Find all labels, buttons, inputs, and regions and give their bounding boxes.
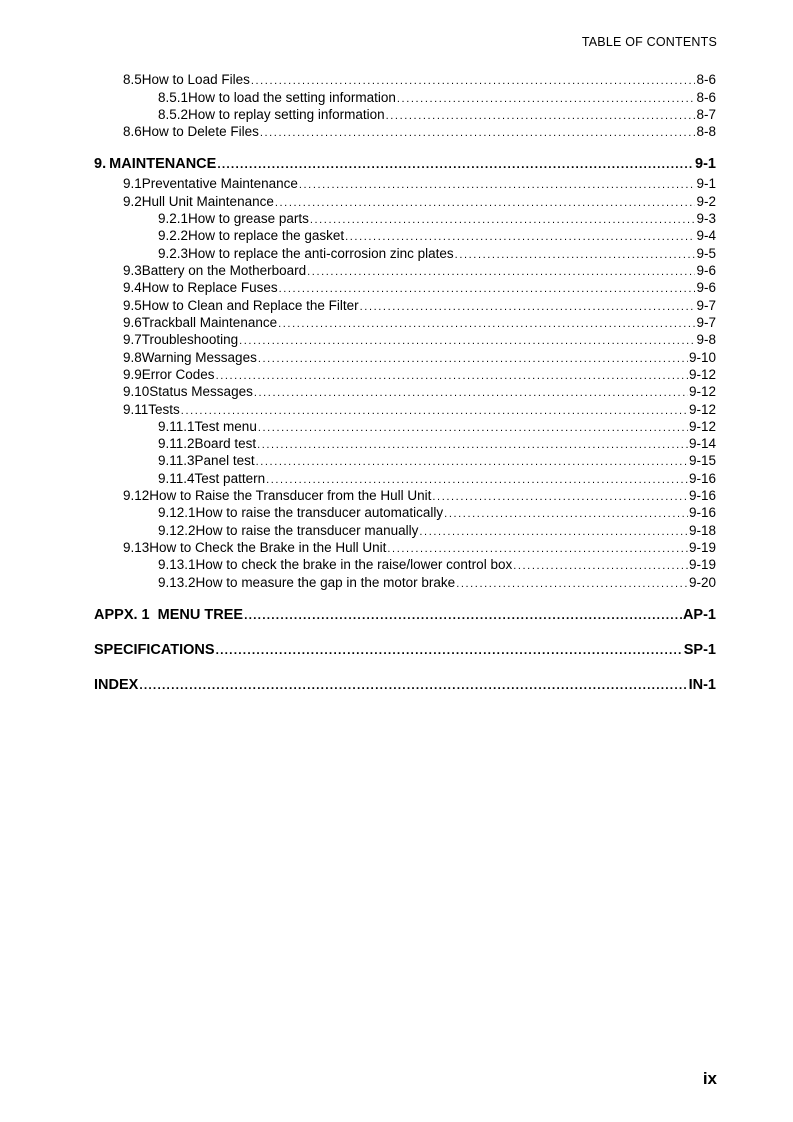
toc-entry-page: 9-16: [688, 505, 716, 520]
toc-chapter[interactable]: [94, 156, 716, 173]
toc-entry-number: 9.2.3: [158, 246, 189, 261]
toc-entry-title: How to Check the Brake in the Hull Unit: [149, 540, 387, 555]
dot-leader: [260, 125, 696, 142]
toc-entry-page: 9-16: [688, 471, 716, 486]
toc-entry-title: How to Load Files: [141, 72, 250, 87]
toc-entry-title: Preventative Maintenance: [141, 176, 298, 191]
toc-entry-number: 9.13: [123, 540, 150, 555]
toc-entry-title: Troubleshooting: [141, 332, 239, 347]
toc-entry-page: 9-20: [688, 575, 716, 590]
toc-entry-number: 8.6: [123, 124, 142, 139]
toc-chapter[interactable]: [94, 677, 716, 694]
toc-entry-number: 8.5: [123, 72, 142, 87]
toc-entry-title: MAINTENANCE: [109, 156, 217, 172]
toc-entry-number: 9.8: [123, 350, 142, 365]
toc-entry-title: How to Delete Files: [141, 124, 259, 139]
toc-entry-number: 9.2: [123, 194, 142, 209]
toc-entry-number: 9.10: [123, 384, 150, 399]
toc-entry-title: How to Raise the Transducer from the Hull Unit: [149, 488, 432, 503]
toc-entry-page: 9-12: [688, 367, 716, 382]
toc-entry-page: 9-2: [696, 194, 716, 209]
toc-entry-title: How to measure the gap in the motor brake: [195, 575, 456, 590]
toc-chapter[interactable]: [94, 607, 716, 624]
toc-entry-number: 9.4: [123, 280, 142, 295]
toc-entry-title: Test menu: [194, 419, 257, 434]
toc-entry-number: 9.12.1: [158, 505, 196, 520]
dot-leader: [513, 558, 688, 575]
dot-leader: [217, 156, 694, 173]
toc-entry-title: How to replay setting information: [188, 107, 385, 122]
toc-entry-page: 9-16: [688, 488, 716, 503]
toc-entry-page: 9-18: [688, 523, 716, 538]
toc-entry-number: 8.5.2: [158, 107, 189, 122]
toc-entry-title: How to raise the transducer automatically: [195, 505, 444, 520]
toc-entry[interactable]: [158, 452, 716, 471]
toc-entry-page: 9-6: [696, 263, 716, 278]
toc-entry-page: 9-7: [696, 298, 716, 313]
toc-entry-title: APPX. 1 MENU TREE: [94, 607, 244, 623]
toc-entry-title: Warning Messages: [141, 350, 257, 365]
toc-entry[interactable]: [123, 279, 716, 298]
page-number: ix: [702, 1069, 717, 1088]
toc-entry-title: INDEX: [94, 677, 139, 693]
toc-entry-title: Board test: [194, 436, 257, 451]
toc-entry-page: 9-19: [688, 557, 716, 572]
toc-entry-title: How to Clean and Replace the Filter: [141, 298, 359, 313]
toc-entry-page: 9-6: [696, 280, 716, 295]
toc-entry-number: 9.13.2: [158, 575, 196, 590]
toc-entry-title: Battery on the Motherboard: [141, 263, 307, 278]
dot-leader: [256, 454, 688, 471]
dot-leader: [456, 576, 688, 593]
toc-entry-title: How to replace the gasket: [188, 228, 345, 243]
toc-entry[interactable]: [123, 175, 716, 194]
dot-leader: [244, 607, 682, 624]
toc-entry-number: 9.6: [123, 315, 142, 330]
toc-entry-page: AP-1: [682, 607, 716, 623]
toc-entry-page: 9-1: [695, 156, 716, 172]
toc-entry-page: 9-19: [688, 540, 716, 555]
toc-entry-title: How to grease parts: [188, 211, 309, 226]
dot-leader: [444, 506, 688, 523]
dot-leader: [239, 333, 695, 350]
toc-entry[interactable]: [123, 331, 716, 350]
toc-entry[interactable]: [158, 227, 716, 246]
toc-entry-page: IN-1: [688, 677, 716, 693]
toc-entry[interactable]: [123, 71, 716, 90]
dot-leader: [139, 677, 687, 694]
toc-entry-title: How to raise the transducer manually: [195, 523, 419, 538]
toc-entry-title: How to check the brake in the raise/lower control box: [195, 557, 513, 572]
toc-entry-title: Panel test: [194, 453, 255, 468]
toc-entry-page: 8-6: [696, 90, 716, 105]
dot-leader: [299, 177, 696, 194]
toc-entry[interactable]: [158, 574, 716, 593]
toc-entry-number: 9.2.1: [158, 211, 189, 226]
toc-entry-title: How to load the setting information: [188, 90, 396, 105]
toc-entry[interactable]: [158, 556, 716, 575]
toc-entry-page: 9-1: [696, 176, 716, 191]
toc-entry-title: Hull Unit Maintenance: [141, 194, 274, 209]
toc-entry-page: 9-4: [696, 228, 716, 243]
dot-leader: [254, 385, 688, 402]
toc-entry-title: SPECIFICATIONS: [94, 642, 215, 658]
toc-entry-title: Error Codes: [141, 367, 215, 382]
toc-entry-page: 9-12: [688, 402, 716, 417]
toc-entry-number: 9.9: [123, 367, 142, 382]
toc-entry-page: 9-3: [696, 211, 716, 226]
running-header: TABLE OF CONTENTS: [581, 35, 717, 49]
toc-entry-page: 8-7: [696, 107, 716, 122]
toc-entry-number: 9.11.3: [158, 453, 195, 468]
toc-entry-number: 9.11: [123, 402, 149, 417]
dot-leader: [216, 642, 683, 659]
toc-entry-page: 9-8: [696, 332, 716, 347]
toc-entry-page: 9-12: [688, 384, 716, 399]
toc-entry-number: 9.3: [123, 263, 142, 278]
toc-entry[interactable]: [123, 123, 716, 142]
toc-entry-title: Status Messages: [149, 384, 253, 399]
toc-entry-number: 9.13.1: [158, 557, 196, 572]
toc-entry-number: 9.: [94, 156, 107, 172]
toc-chapter[interactable]: [94, 642, 716, 659]
toc-entry-number: 9.12: [123, 488, 150, 503]
toc-entry-number: 9.11.4: [158, 471, 195, 486]
toc-entry-title: Trackball Maintenance: [141, 315, 278, 330]
toc-entry-number: 9.11.1: [158, 419, 195, 434]
toc-entry-page: 8-6: [696, 72, 716, 87]
toc-entry-number: 9.5: [123, 298, 142, 313]
toc-entry-page: 9-14: [688, 436, 716, 451]
dot-leader: [345, 229, 695, 246]
toc-entry-number: 9.7: [123, 332, 142, 347]
toc-entry-number: 9.11.2: [158, 436, 195, 451]
toc-entry-title: Test pattern: [194, 471, 266, 486]
toc-entry-title: Tests: [148, 402, 180, 417]
toc-entry-page: 8-8: [696, 124, 716, 139]
toc-entry-title: How to replace the anti-corrosion zinc plates: [188, 246, 454, 261]
toc-entry-page: SP-1: [683, 642, 716, 658]
toc-entry-page: 9-12: [688, 419, 716, 434]
toc-entry-page: 9-7: [696, 315, 716, 330]
toc-entry-number: 9.2.2: [158, 228, 189, 243]
toc-entry-number: 9.1: [123, 176, 142, 191]
toc-entry-title: How to Replace Fuses: [141, 280, 278, 295]
toc-entry-page: 9-10: [688, 350, 716, 365]
toc-entry-page: 9-15: [688, 453, 716, 468]
toc-entry-number: 9.12.2: [158, 523, 196, 538]
dot-leader: [251, 73, 696, 90]
toc-entry-page: 9-5: [696, 246, 716, 261]
toc-entry[interactable]: [158, 504, 716, 523]
toc-entry[interactable]: [123, 383, 716, 402]
toc-entry-number: 8.5.1: [158, 90, 189, 105]
dot-leader: [279, 281, 696, 298]
